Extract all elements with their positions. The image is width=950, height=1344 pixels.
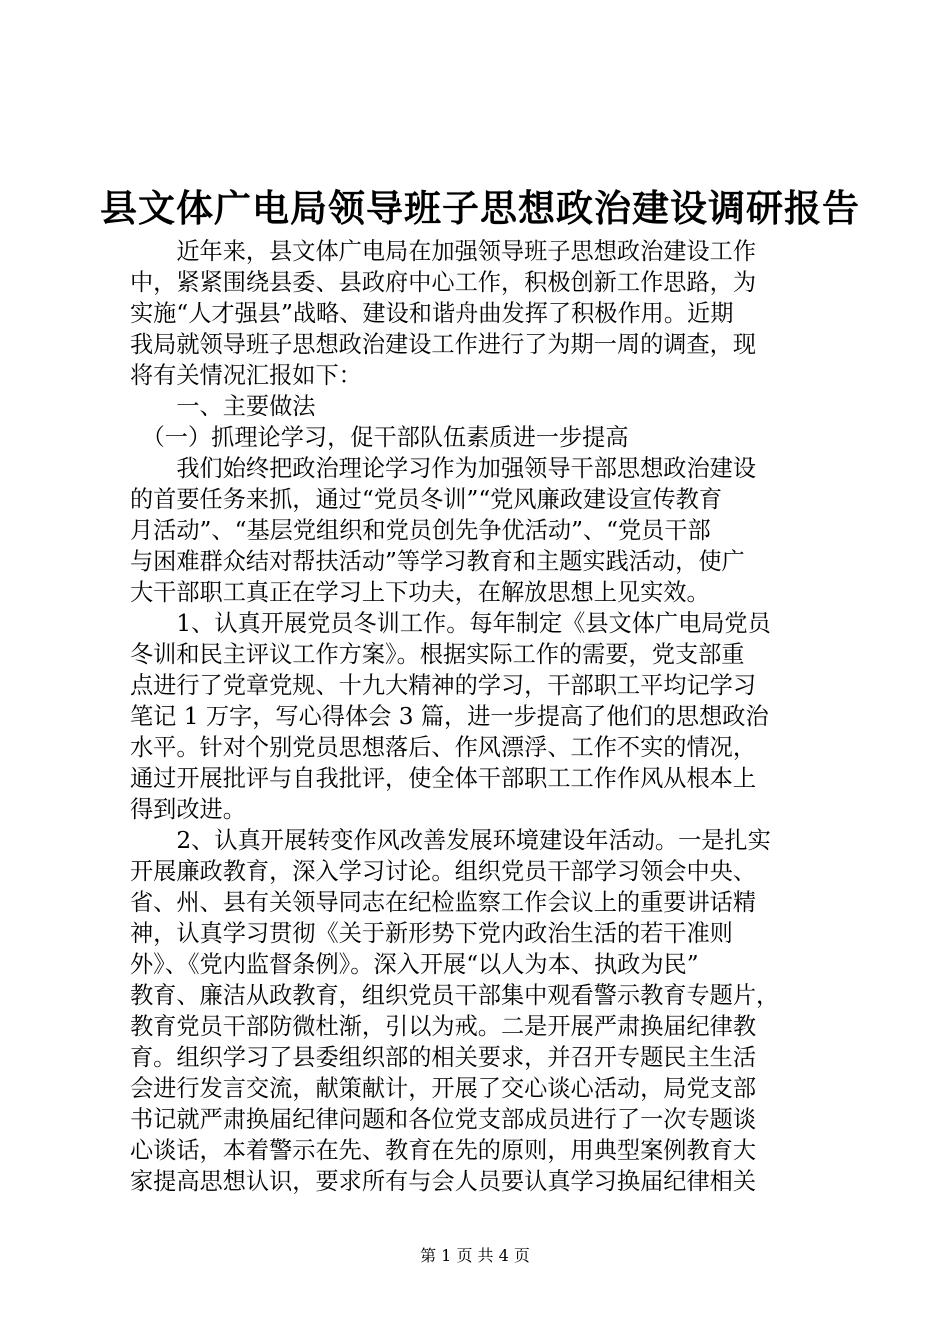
body-line: 外》、《党内监督条例》。深入开展“以人为本、执政为民” [130,951,699,978]
body-line: 点进行了党章党规、十九大精神的学习，干部职工平均记学习 [130,672,757,699]
body-line: 1、认真开展党员冬训工作。每年制定《县文体广电局党员 [130,610,771,637]
body-line: 开展廉政教育，深入学习讨论。组织党员干部学习领会中央、 [130,858,757,885]
body-line: 通过开展批评与自我批评，使全体干部职工工作作风从根本上 [130,765,757,792]
body-line: 将有关情况汇报如下： [130,362,362,389]
page-number-footer: 第 1 页 共 4 页 [420,1246,530,1265]
subsection-heading: （一）抓理论学习，促干部队伍素质进一步提高 [130,424,629,451]
body-line: 得到改进。 [130,796,246,823]
body-line: 书记就严肃换届纪律问题和各位党支部成员进行了一次专题谈 [130,1106,757,1133]
body-line: 冬训和民主评议工作方案》。根据实际工作的需要，党支部重 [130,641,745,668]
body-line: 大干部职工真正在学习上下功夫，在解放思想上见实效。 [130,579,710,606]
body-line: 育。组织学习了县委组织部的相关要求，并召开专题民主生活 [130,1044,757,1071]
body-line: 近年来，县文体广电局在加强领导班子思想政治建设工作 [130,238,757,265]
body-line: 中，紧紧围绕县委、县政府中心工作，积极创新工作思路，为 [130,269,757,296]
body-line: 水平。针对个别党员思想落后、作风漂浮、工作不实的情况， [130,734,757,761]
body-line: 2、认真开展转变作风改善发展环境建设年活动。一是扎实 [130,827,771,854]
body-line: 教育、廉洁从政教育，组织党员干部集中观看警示教育专题片， [130,982,780,1009]
body-line: 我们始终把政治理论学习作为加强领导干部思想政治建设 [130,455,757,482]
body-line: 我局就领导班子思想政治建设工作进行了为期一周的调查，现 [130,331,757,358]
body-line: 心谈话，本着警示在先、教育在先的原则，用典型案例教育大 [130,1137,757,1164]
body-line: 会进行发言交流，献策献计，开展了交心谈心活动，局党支部 [130,1075,757,1102]
section-heading: 一、主要做法 [130,393,316,420]
body-line: 笔记 1 万字，写心得体会 3 篇，进一步提高了他们的思想政治 [130,703,769,730]
document-body [130,236,830,1197]
body-line: 省、州、县有关领导同志在纪检监察工作会议上的重要讲话精 [130,889,757,916]
document-title: 县文体广电局领导班子思想政治建设调研报告 [100,186,860,230]
body-line: 神，认真学习贯彻《关于新形势下党内政治生活的若干准则 [130,920,733,947]
body-line: 月活动”、“基层党组织和党员创先争优活动”、“党员干部 [130,517,711,544]
body-line: 实施“人才强县”战略、建设和谐舟曲发挥了积极作用。近期 [130,300,734,327]
body-line: 家提高思想认识，要求所有与会人员要认真学习换届纪律相关 [130,1168,757,1195]
body-line: 的首要任务来抓，通过“党员冬训”“党风廉政建设宣传教育 [130,486,723,513]
body-line: 教育党员干部防微杜渐，引以为戒。二是开展严肃换届纪律教 [130,1013,757,1040]
body-line: 与困难群众结对帮扶活动”等学习教育和主题实践活动，使广 [130,548,745,575]
